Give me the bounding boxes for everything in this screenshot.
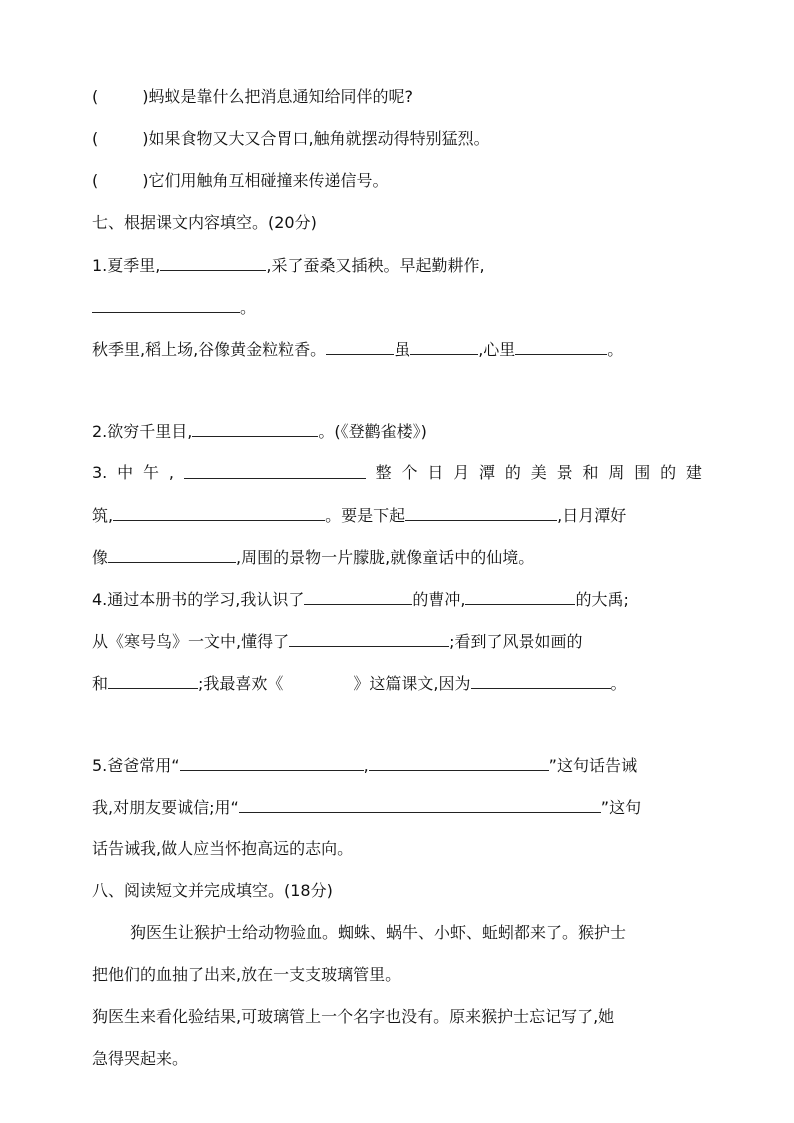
answer-paren-close: ): [142, 129, 149, 148]
q3-line-3: [92, 546, 534, 569]
q3-char: 周: [608, 463, 625, 482]
answer-paren-close: ): [142, 87, 149, 106]
passage-line: 急得哭起来。: [92, 1049, 189, 1068]
section-8-heading: 八、阅读短文并完成填空。(18分): [92, 881, 333, 900]
q1-line-2: [92, 296, 256, 319]
q4-text: 的大禹;: [575, 590, 629, 609]
q3-text: 像: [92, 548, 109, 567]
q3-char: 的: [660, 463, 677, 482]
q4-text: 4.通过本册书的学习,我认识了: [92, 590, 305, 609]
q1-text: 1.夏季里,: [92, 256, 161, 275]
fill-blank[interactable]: [180, 754, 364, 771]
q1-text: 秋季里,稻上场,谷像黄金粒粒香。: [92, 340, 327, 359]
answer-paren-close: ): [142, 171, 149, 190]
q1-line-3: [92, 338, 623, 361]
q5-text: ,: [363, 756, 369, 775]
q2-line: [92, 420, 427, 443]
fill-blank[interactable]: [465, 588, 575, 605]
q3-char: 潭: [479, 463, 496, 482]
fill-blank[interactable]: [515, 338, 607, 355]
fill-blank[interactable]: [108, 546, 236, 563]
q3-text: ,周围的景物一片朦胧,就像童话中的仙境。: [236, 548, 535, 567]
q3-char: 围: [634, 463, 651, 482]
q1-line-1: [92, 254, 485, 277]
fill-blank[interactable]: [405, 504, 557, 521]
q5-text: ”这句话告诫: [548, 756, 637, 775]
q4-text: 的曹冲,: [412, 590, 466, 609]
q3-line-2: [92, 504, 626, 527]
answer-paren-open: (: [92, 171, 99, 190]
q1-text: 。: [607, 340, 624, 359]
q4-text: ;看到了风景如画的: [449, 632, 583, 651]
q3-char: 午: [142, 463, 159, 482]
section-7-heading: 七、根据课文内容填空。(20分): [92, 213, 317, 232]
answer-paren-open: (: [92, 129, 99, 148]
item-text: 蚂蚁是靠什么把消息通知给同伴的呢?: [148, 87, 413, 106]
q3-char: 美: [530, 463, 547, 482]
q1-text: ,心里: [478, 340, 516, 359]
passage-line: 把他们的血抽了出来,放在一支支玻璃管里。: [92, 965, 402, 984]
q1-text: ,采了蚕桑又插秧。早起勤耕作,: [266, 256, 485, 275]
q3-char: 日: [427, 463, 444, 482]
q5-text: ”这句: [600, 798, 642, 817]
q2-text: 2.欲穷千里目,: [92, 422, 193, 441]
fill-blank[interactable]: [108, 672, 198, 689]
fill-blank[interactable]: [410, 338, 478, 355]
q3-char: 个: [401, 463, 418, 482]
q5-line-1: [92, 754, 637, 777]
q4-text: ;我最喜欢《: [198, 674, 284, 693]
fill-blank[interactable]: [184, 462, 366, 479]
fill-blank[interactable]: [113, 504, 325, 521]
q3-text: 筑,: [92, 506, 114, 525]
q3-char: ,: [168, 463, 174, 482]
passage-line: 狗医生来看化验结果,可玻璃管上一个名字也没有。原来猴护士忘记写了,她: [92, 1007, 615, 1026]
fill-blank[interactable]: [304, 588, 412, 605]
fill-blank[interactable]: [471, 672, 611, 689]
q5-text: 我,对朋友要诚信;用“: [92, 798, 239, 817]
fill-blank[interactable]: [192, 420, 318, 437]
q4-text: 从《寒号鸟》一文中,懂得了: [92, 632, 290, 651]
q3-char: 整: [375, 463, 392, 482]
q3-line-1: [92, 462, 702, 484]
q3-char: 景: [556, 463, 573, 482]
q5-line-3: 话告诫我,做人应当怀抱高远的志向。: [92, 839, 354, 858]
fill-blank[interactable]: [239, 796, 601, 813]
q3-char: 建: [685, 463, 702, 482]
item-text: 如果食物又大又合胃口,触角就摆动得特别猛烈。: [148, 129, 490, 148]
fill-blank[interactable]: [92, 296, 240, 313]
q3-char: 的: [504, 463, 521, 482]
fill-blank[interactable]: [289, 630, 449, 647]
q4-text: 。: [610, 674, 627, 693]
q3-char: 和: [582, 463, 599, 482]
fill-blank[interactable]: [160, 254, 266, 271]
ordering-item-3: [92, 170, 389, 192]
ordering-item-1: [92, 86, 413, 108]
q3-char: 月: [453, 463, 470, 482]
q4-text: 和: [92, 674, 109, 693]
q4-text: 》这篇课文,因为: [353, 674, 471, 693]
q1-text: 。: [240, 298, 257, 317]
q3-text: ,日月潭好: [557, 506, 627, 525]
q3-char: 中: [117, 463, 134, 482]
q1-text: 虽: [394, 340, 411, 359]
q4-line-2: [92, 630, 583, 653]
q2-text: 。(《登鹳雀楼》): [318, 422, 427, 441]
item-text: 它们用触角互相碰撞来传递信号。: [148, 171, 389, 190]
passage-line: 狗医生让猴护士给动物验血。蜘蛛、蜗牛、小虾、蚯蚓都来了。猴护士: [130, 923, 627, 942]
q5-text: 5.爸爸常用“: [92, 756, 180, 775]
fill-blank[interactable]: [369, 754, 549, 771]
q4-line-3: [92, 672, 627, 695]
q3-text: 。要是下起: [325, 506, 406, 525]
answer-paren-open: (: [92, 87, 99, 106]
fill-blank[interactable]: [326, 338, 394, 355]
q5-line-2: [92, 796, 641, 819]
ordering-item-2: [92, 128, 490, 150]
q4-line-1: [92, 588, 629, 611]
q3-char: 3.: [92, 463, 108, 482]
